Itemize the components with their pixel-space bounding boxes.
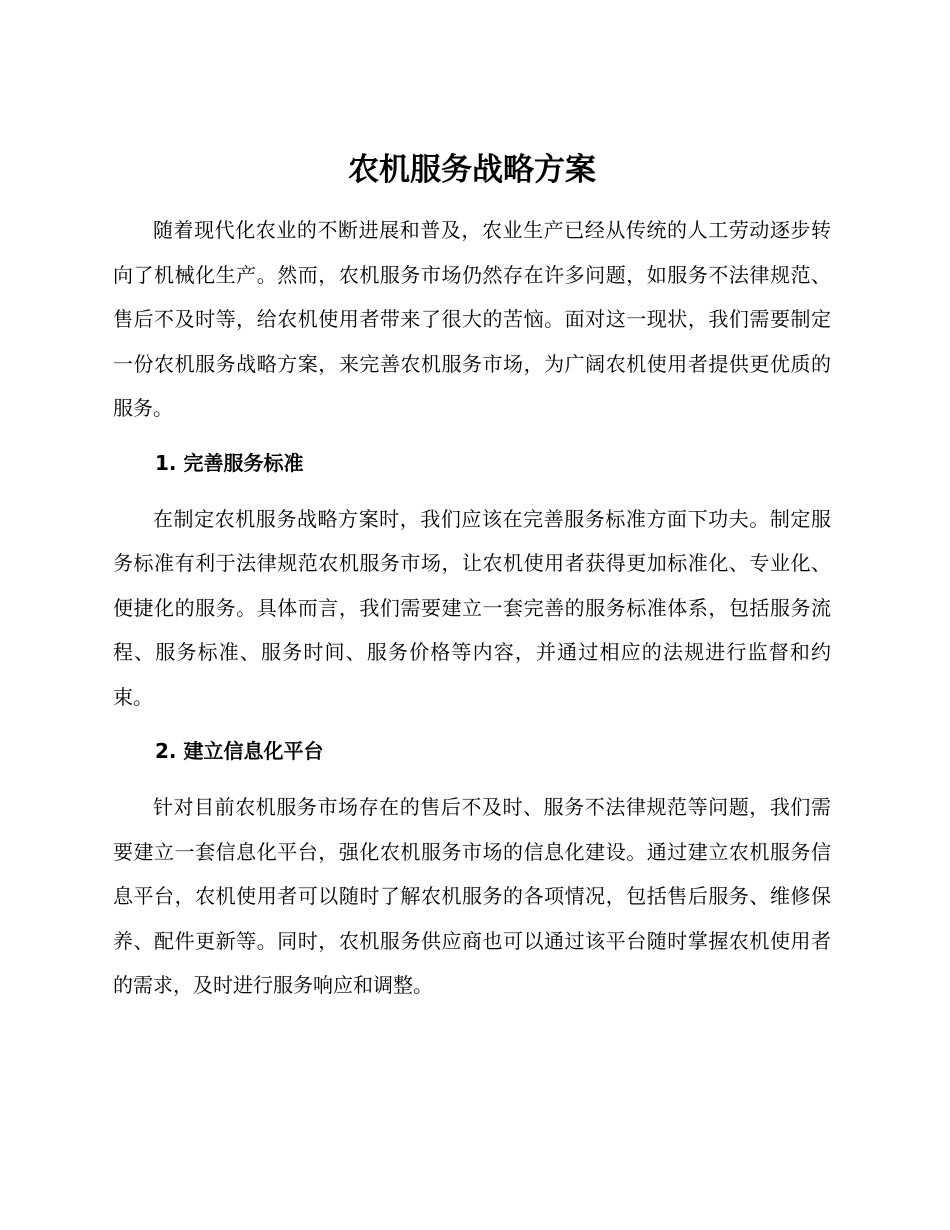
section-2-body: 针对目前农机服务市场存在的售后不及时、服务不法律规范等问题，我们需要建立一套信息化平台，强化农机服务市场的信息化建设。通过建立农机服务信息平台，农机使用者可以随时了解农机服务的各项情况，包括售后服务、维修保养、配件更新等。同时，农机服务供应商也可以通过该平台随时掌握农机使用者的需求，及时进行服务响应和调整。	[113, 795, 831, 997]
section-1-heading: 1. 完善服务标准	[155, 450, 304, 475]
section-1	[113, 441, 831, 720]
section-2-heading: 2. 建立信息化平台	[155, 739, 324, 763]
section-1-body: 在制定农机服务战略方案时，我们应该在完善服务标准方面下功夫。制定服务标准有利于法律规范农机服务市场，让农机使用者获得更加标准化、专业化、便捷化的服务。具体而言，我们需要建立一套完善的服务标准体系，包括服务流程、服务标准、服务时间、服务价格等内容，并通过相应的法规进行监督和约束。	[113, 506, 831, 709]
document-title: 农机服务战略方案	[348, 152, 596, 188]
intro-paragraph: 随着现代化农业的不断进展和普及，农业生产已经从传统的人工劳动逐步转向了机械化生产。然而，农机服务市场仍然存在许多问题，如服务不法律规范、售后不及时等，给农机使用者带来了很大的苦恼。面对这一现状，我们需要制定一份农机服务战略方案，来完善农机服务市场，为广阔农机使用者提供更优质的服务。	[113, 218, 831, 420]
section-2	[113, 729, 831, 1008]
